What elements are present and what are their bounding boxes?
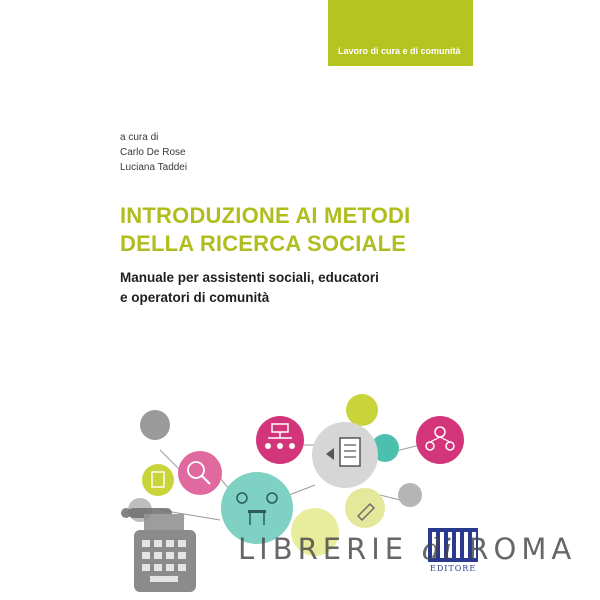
watermark-brand: LIBRERIE — [238, 532, 409, 566]
publisher-name: EDITORE — [430, 564, 477, 573]
network-icon — [416, 416, 464, 464]
grey-dot — [140, 410, 170, 440]
lime-dot — [346, 394, 378, 426]
research-icon — [178, 451, 222, 495]
hierarchy-icon — [256, 416, 304, 464]
subtitle-line: Manuale per assistenti sociali, educatori — [120, 270, 379, 285]
title-line: INTRODUZIONE AI METODI — [120, 203, 411, 228]
book-title — [120, 202, 410, 258]
editor-name: Carlo De Rose — [120, 147, 186, 158]
typewriter-icon — [121, 508, 196, 592]
book-subtitle — [120, 268, 379, 308]
editors-intro: a cura di — [120, 132, 159, 143]
watermark-text — [238, 532, 576, 566]
watermark-di: di — [422, 532, 455, 566]
note-icon — [142, 464, 174, 496]
watermark-city: ROMA — [468, 532, 577, 566]
watermark — [120, 500, 577, 600]
editor-name: Luciana Taddei — [120, 162, 188, 173]
series-tab — [328, 0, 473, 66]
subtitle-line: e operatori di comunità — [120, 290, 270, 305]
series-label: Lavoro di cura e di comunità — [338, 46, 461, 56]
document-icon — [312, 422, 378, 488]
editors-block — [120, 130, 187, 175]
title-line: DELLA RICERCA SOCIALE — [120, 231, 407, 256]
